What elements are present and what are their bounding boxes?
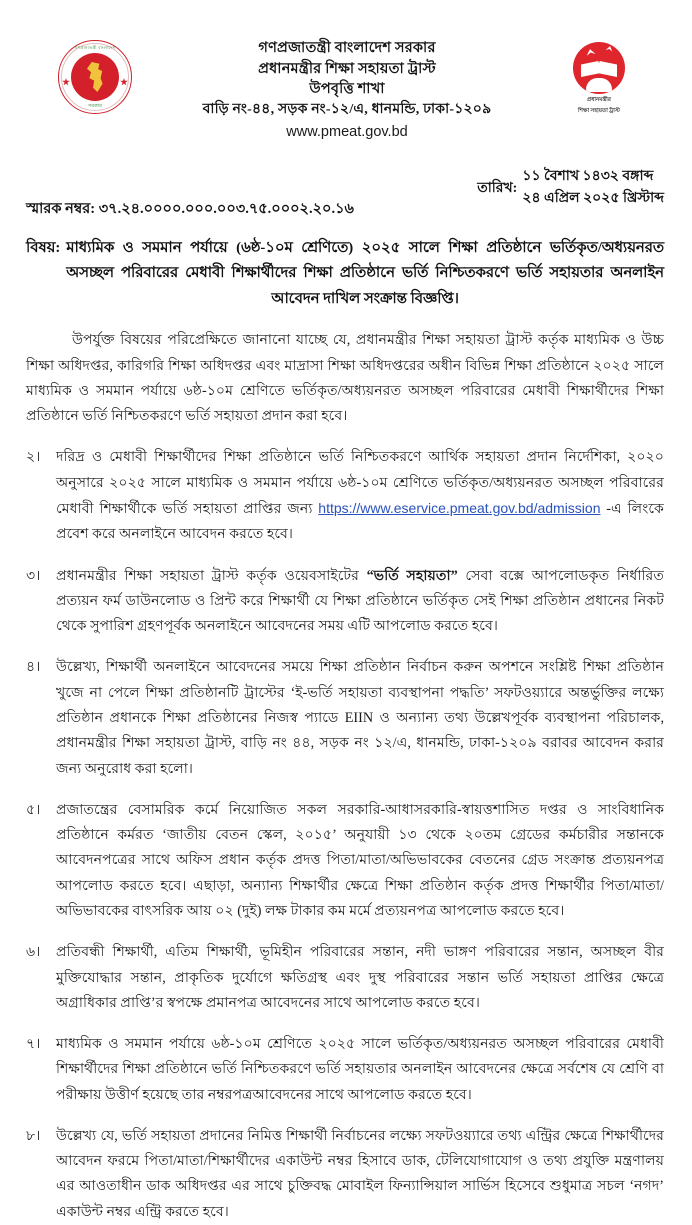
paragraph-text (56, 1124, 664, 1225)
paragraph-text (56, 940, 664, 1016)
letterhead (22, 0, 670, 140)
paragraph-text (56, 655, 664, 781)
bird-icon-1 (585, 48, 595, 56)
paragraph-marker: ২। (26, 449, 41, 466)
paragraph-marker: ৫। (26, 801, 41, 818)
government-emblem-slot (22, 36, 150, 114)
paragraph-text (56, 798, 664, 924)
text-run: প্রজাতন্ত্রের বেসামরিক কর্মে নিয়োজিত সকল সরকারি-আধাসরকারি-স্বায়ত্তশাসিত দপ্তর ও সাংবিধানিক প্রতিষ্ঠানে কর্মরত ‘জাতীয় বেতন স্কেল, ২০১৫’ অনুযায়ী ১৩ থেকে ২০তম গ্রেডের কর্মচারীর সন্তানকে আবেদনপত্রের সাথে অফিস প্রধান কর্তৃক প্রদত্ত পিতা/মাতা/অভিভাবকের বেতনের গ্রেড সংক্রান্ত প্রত্যয়নপত্র আপলোড করতে হবে। এছাড়া, অন্যান্য শিক্ষার্থীর ক্ষেত্রে শিক্ষা প্রতিষ্ঠান কর্তৃক প্রদত্ত শিক্ষার্থীর পিতা/মাতা/অভিভাবকের বাৎসরিক আয় ০২ (দুই) লক্ষ টাকার কম মর্মে প্রত্যয়নপত্র আপলোড করতে হবে। (56, 801, 664, 919)
date-values (522, 166, 664, 209)
text-run: প্রতিবন্ধী শিক্ষার্থী, এতিম শিক্ষার্থী, ভূমিহীন পরিবারের সন্তান, নদী ভাঙ্গণ পরিবারের সন্তান, অসচ্ছল বীর মুক্তিযোদ্ধার সন্তান, প্রাকৃতিক দুর্যোগে ক্ষতিগ্রস্থ এবং দুস্থ পরিবারের সন্তান ভর্তি সহায়তা প্রাপ্তির ক্ষেত্রে অগ্রাধিকার প্রাপ্তি’র স্বপক্ষে প্রমানপত্র আবেদনের সাথে আপলোড করতে হবে। (56, 944, 664, 1011)
hand-icon (586, 78, 612, 92)
open-book-icon (581, 61, 617, 77)
paragraph-text (56, 564, 664, 640)
paragraph-text (56, 1032, 664, 1108)
paragraph (26, 445, 664, 547)
paragraph-marker: ৪। (26, 659, 41, 676)
text-run: মাধ্যমিক ও সমমান পর্যায়ে ৬ষ্ঠ-১০ম শ্রেণিতে ২০২৫ সালে ভর্তিকৃত/অধ্যয়নরত অসচ্ছল পরিবারের মেধাবী শিক্ষার্থীদের শিক্ষা প্রতিষ্ঠানে ভর্তি নিশ্চিতকরণে ভর্তি সহায়তার অনলাইন আবেদনের ক্ষেত্রে সর্বশেষ যে শ্রেণি বা পরীক্ষায় উত্তীর্ণ হয়েছে তার নম্বরপত্রআবেদনের সাথে আপলোড করতে হবে। (56, 1036, 664, 1103)
emblem-ring-bottom-text: সরকার (88, 104, 102, 109)
date-bengali: ১১ বৈশাখ ১৪৩২ বঙ্গাব্দ (522, 169, 654, 184)
government-name: গণপ্রজাতন্ত্রী বাংলাদেশ সরকার (258, 40, 436, 56)
paragraph (26, 798, 664, 924)
memo-number-label: স্মারক নম্বর: (26, 201, 96, 217)
office-address: বাড়ি নং-৪৪, সড়ক নং-১২/এ, ধানমন্ডি, ঢাকা-১২০৯ (202, 101, 492, 117)
branch-name: উপবৃত্তি শাখা (309, 81, 385, 98)
document-body (22, 328, 670, 1225)
paragraph (26, 564, 664, 640)
date-gregorian: ২৪ এপ্রিল ২০২৫ খ্রিস্টাব্দ (522, 190, 664, 206)
paragraph-marker: ৭। (26, 1036, 41, 1053)
organization-name: প্রধানমন্ত্রীর শিক্ষা সহায়তা ট্রাস্ট (258, 60, 436, 77)
date-block (477, 166, 664, 209)
paragraph (26, 1124, 664, 1225)
text-run: -এ লিংকে প্রবেশ করে অনলাইনে আবেদন করতে হবে। (56, 501, 664, 543)
subject-label: বিষয়: (26, 240, 61, 256)
trust-logo-caption-line2: শিক্ষা সহায়তা ট্রাস্ট (578, 107, 620, 114)
subject-text: মাধ্যমিক ও সমমান পর্যায়ে (৬ষ্ঠ-১০ম শ্রেণিতে) ২০২৫ সালে শিক্ষা প্রতিষ্ঠানে ভর্তিকৃত/অধ্যয়নরত অসচ্ছল পরিবারের মেধাবী শিক্ষার্থীদের শিক্ষা প্রতিষ্ঠানে ভর্তি নিশ্চিতকরণে ভর্তি সহায়তার অনলাইন আবেদন দাখিল সংক্রান্ত বিজ্ঞপ্তি। (66, 240, 664, 307)
paragraph (26, 940, 664, 1016)
paragraph (26, 1032, 664, 1108)
trust-logo-slot (544, 36, 670, 115)
trust-logo-mark (573, 42, 625, 94)
bird-icon-2 (605, 45, 613, 52)
paragraph-marker: ৮। (26, 1127, 41, 1144)
application-portal-link[interactable]: https://www.eservice.pmeat.gov.bd/admission (318, 500, 601, 516)
date-label: তারিখ: (477, 180, 518, 196)
emblem-ring-top-text: গণপ্রজাতন্ত্রী বাংলাদেশ (74, 45, 116, 50)
paragraph-text (56, 445, 664, 547)
bangladesh-government-emblem-icon (58, 40, 132, 114)
emphasized-phrase: “ভর্তি সহায়তা” (366, 567, 458, 584)
paragraph-marker: ৩। (26, 567, 41, 584)
pmeat-trust-logo-icon (558, 42, 640, 115)
paragraph (26, 655, 664, 781)
subject-line (22, 236, 670, 312)
paragraph (26, 328, 664, 429)
memo-number-value: ৩৭.২৪.০০০০.০০০.০০৩.৭৫.০০০২.২০.১৬ (98, 201, 354, 217)
official-website: www.pmeat.gov.bd (286, 123, 408, 140)
paragraph-text (26, 328, 664, 429)
paragraph-marker: ৬। (26, 944, 41, 961)
text-run: সেবা বক্সে আপলোডকৃত নির্ধারিত প্রত্যয়ন ফর্ম ডাউনলোড ও প্রিন্ট করে শিক্ষার্থী যে শিক্ষা প্রতিষ্ঠানে ভর্তিকৃত সেই শিক্ষা প্রতিষ্ঠান প্রধানের নিকট থেকে সুপারিশ গ্রহণপূর্বক অনলাইনে আবেদনের সময় এটি আপলোড করতে হবে। (56, 567, 664, 635)
text-run: উপর্যুক্ত বিষয়ের পরিপ্রেক্ষিতে জানানো যাচ্ছে যে, প্রধানমন্ত্রীর শিক্ষা সহায়তা ট্রাস্ট কর্তৃক মাধ্যমিক ও উচ্চ শিক্ষা অধিদপ্তর, কারিগরি শিক্ষা অধিদপ্তর এবং মাদ্রাসা শিক্ষা অধিদপ্তরের অধীন বিভিন্ন শিক্ষা প্রতিষ্ঠানে ২০২৫ সালে মাধ্যমিক ও সমমান পর্যায়ে ৬ষ্ঠ-১০ম শ্রেণিতে ভর্তিকৃত/অধ্যয়নরত অসচ্ছল পরিবারের মেধাবী শিক্ষার্থীদের শিক্ষা প্রতিষ্ঠানে ভর্তি নিশ্চিতকরণে ভর্তি সহায়তা প্রদান করা হবে। (26, 332, 664, 425)
trust-logo-caption-line1: প্রধানমন্ত্রীর (587, 97, 611, 103)
text-run: উল্লেখ্য যে, ভর্তি সহায়তা প্রদানের নিমিত্ত শিক্ষার্থী নির্বাচনের লক্ষ্যে সফটওয়্যারে তথ্য এন্ট্রির ক্ষেত্রে শিক্ষার্থীদের আবেদন ফরমে পিতা/মাতা/শিক্ষার্থীদের একাউন্ট নম্বর হিসাবে ডাক, টেলিযোগাযোগ ও তথ্য প্রযুক্তি মন্ত্রণালয় এর আওতাধীন ডাক অধিদপ্তর এর সাথে চুক্তিবদ্ধ মোবাইল ফিন্যান্সিয়াল সার্ভিস হিসেবে শুধুমাত্র সচল ‘নগদ’ একাউন্ট নম্বর এন্ট্রি করতে হবে। (56, 1127, 664, 1220)
letterhead-text-block (150, 36, 544, 142)
memo-number (26, 198, 354, 222)
latin-term: EIIN (344, 709, 374, 726)
text-run: ও অন্যান্য তথ্য উল্লেখপূর্বক ব্যবস্থাপনা পরিচালক, প্রধানমন্ত্রীর শিক্ষা সহায়তা ট্রাস্ট, বাড়ি নং ৪৪, সড়ক নং ১২/এ, ধানমন্ডি, ঢাকা-১২০৯ বরাবর আবেদন করার জন্য অনুরোধ করা হলো। (56, 709, 664, 777)
text-run: প্রধানমন্ত্রীর শিক্ষা সহায়তা ট্রাস্ট কর্তৃক ওয়েবসাইটের (56, 567, 367, 584)
text-run: দরিদ্র ও মেধাবী শিক্ষার্থীদের শিক্ষা প্রতিষ্ঠানে ভর্তি নিশ্চিতকরণে আর্থিক সহায়তা প্রদান নির্দেশিকা, ২০২০ অনুসারে ২০২৫ সালে মাধ্যমিক ও সমমান পর্যায়ে ৬ষ্ঠ-১০ম শ্রেণিতে ভর্তিকৃত/অধ্যয়নরত অসচ্ছল পরিবারের মেধাবী শিক্ষার্থীকে ভর্তি সহায়তা প্রাপ্তির জন্য (56, 449, 664, 517)
text-run: উল্লেখ্য, শিক্ষার্থী অনলাইনে আবেদনের সময়ে শিক্ষা প্রতিষ্ঠান নির্বাচন করুন অপশনে সংশ্লিষ্ট শিক্ষা প্রতিষ্ঠান খুজে না পেলে শিক্ষা প্রতিষ্ঠানটি ট্রাস্টের ‘ই-ভর্তি সহায়তা ব্যবস্থাপনা পদ্ধতি’ সফটওয়্যারে অন্তর্ভুক্তির লক্ষ্যে প্রতিষ্ঠান প্রধানকে শিক্ষা প্রতিষ্ঠানের নিজস্ব প্যাডে (56, 659, 664, 726)
memo-date-row (22, 166, 670, 224)
